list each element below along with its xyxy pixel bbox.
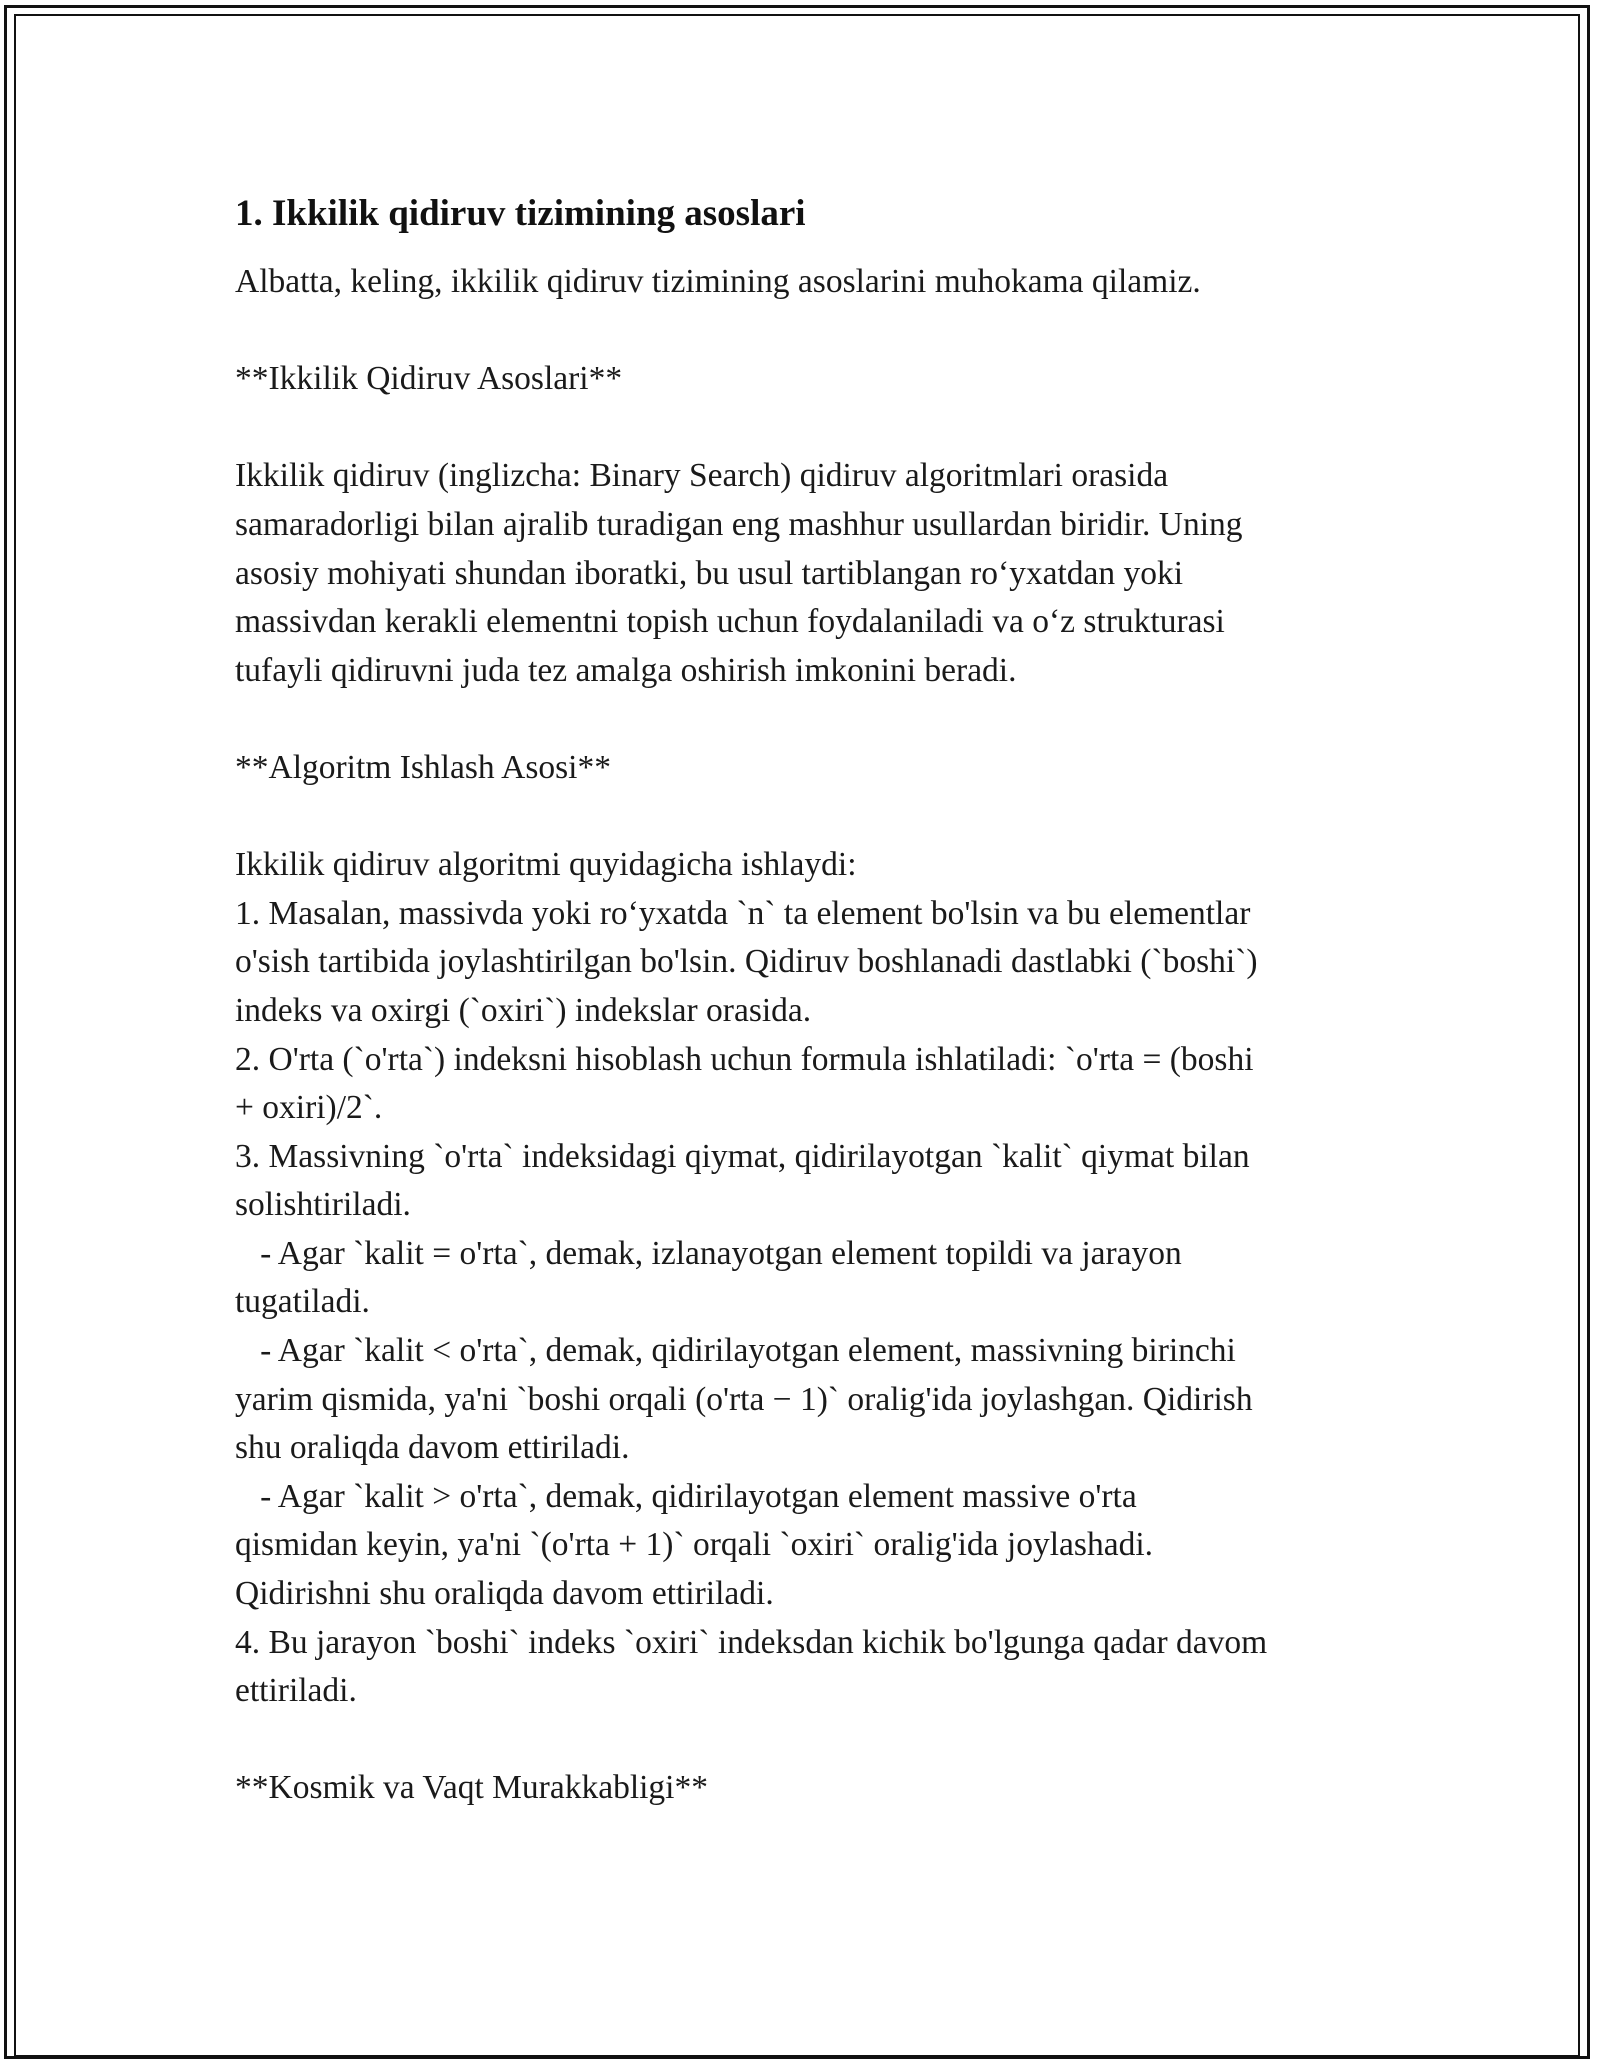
paragraph-gap	[235, 695, 1380, 744]
text-line: - Agar `kalit > o'rta`, demak, qidirilayotgan element massive o'rta	[235, 1477, 1137, 1515]
paragraph-gap	[235, 793, 1380, 842]
text-line: 1. Masalan, massivda yoki ro‘yxatda `n` ta element bo'lsin va bu elementlar	[235, 894, 1251, 932]
text-line: Qidirishni shu oraliqda davom ettiriladi.	[235, 1575, 774, 1613]
text-line: - Agar `kalit = o'rta`, demak, izlanayotgan element topildi va jarayon	[235, 1234, 1182, 1272]
text-blocks	[235, 258, 1380, 1813]
text-line: **Kosmik va Vaqt Murakkabligi**	[235, 1769, 708, 1807]
section-heading: 1. Ikkilik qidiruv tizimining asoslari	[235, 193, 806, 234]
text-line: asosiy mohiyati shundan iboratki, bu usul tartiblangan ro‘yxatdan yoki	[235, 554, 1184, 592]
text-line: qismidan keyin, ya'ni `(o'rta + 1)` orqali `oxiri` oralig'ida joylashadi.	[235, 1526, 1153, 1564]
paragraph-gap	[235, 307, 1380, 356]
text-line: 3. Massivning `o'rta` indeksidagi qiymat, qidirilayotgan `kalit` qiymat bilan	[235, 1137, 1250, 1175]
paragraph-gap	[235, 404, 1380, 453]
text-line: samaradorligi bilan ajralib turadigan eng mashhur usullardan biridir. Uning	[235, 505, 1243, 543]
text-line: - Agar `kalit < o'rta`, demak, qidirilayotgan element, massivning birinchi	[235, 1332, 1236, 1370]
text-line: Ikkilik qidiruv algoritmi quyidagicha ishlaydi:	[235, 846, 857, 884]
text-line: tufayli qidiruvni juda tez amalga oshirish imkonini beradi.	[235, 651, 1017, 689]
text-line: 4. Bu jarayon `boshi` indeks `oxiri` indeksdan kichik bo'lgunga qadar davom	[235, 1623, 1268, 1661]
text-line: tugatiladi.	[235, 1283, 370, 1321]
text-line: massivdan kerakli elementni topish uchun foydalaniladi va o‘z strukturasi	[235, 603, 1225, 641]
text-line: Ikkilik qidiruv (inglizcha: Binary Search) qidiruv algoritmlari orasida	[235, 457, 1169, 495]
text-line: **Algoritm Ishlash Asosi**	[235, 748, 611, 786]
text-line: o'sish tartibida joylashtirilgan bo'lsin. Qidiruv boshlanadi dastlabki (`boshi`)	[235, 943, 1258, 981]
document-body	[235, 188, 1380, 1813]
paragraph-gap	[235, 1716, 1380, 1765]
text-line: + oxiri)/2`.	[235, 1089, 383, 1127]
text-line: 2. O'rta (`o'rta`) indeksni hisoblash uchun formula ishlatiladi: `o'rta = (boshi	[235, 1040, 1254, 1078]
text-line: indeks va oxirgi (`oxiri`) indekslar orasida.	[235, 991, 812, 1029]
text-line: solishtiriladi.	[235, 1186, 411, 1224]
text-line: Albatta, keling, ikkilik qidiruv tizimining asoslarini muhokama qilamiz.	[235, 263, 1201, 300]
text-line: shu oraliqda davom ettiriladi.	[235, 1429, 630, 1467]
text-line: yarim qismida, ya'ni `boshi orqali (o'rta − 1)` oralig'ida joylashgan. Qidirish	[235, 1380, 1253, 1418]
text-line: ettiriladi.	[235, 1672, 357, 1710]
text-line: **Ikkilik Qidiruv Asoslari**	[235, 360, 623, 398]
